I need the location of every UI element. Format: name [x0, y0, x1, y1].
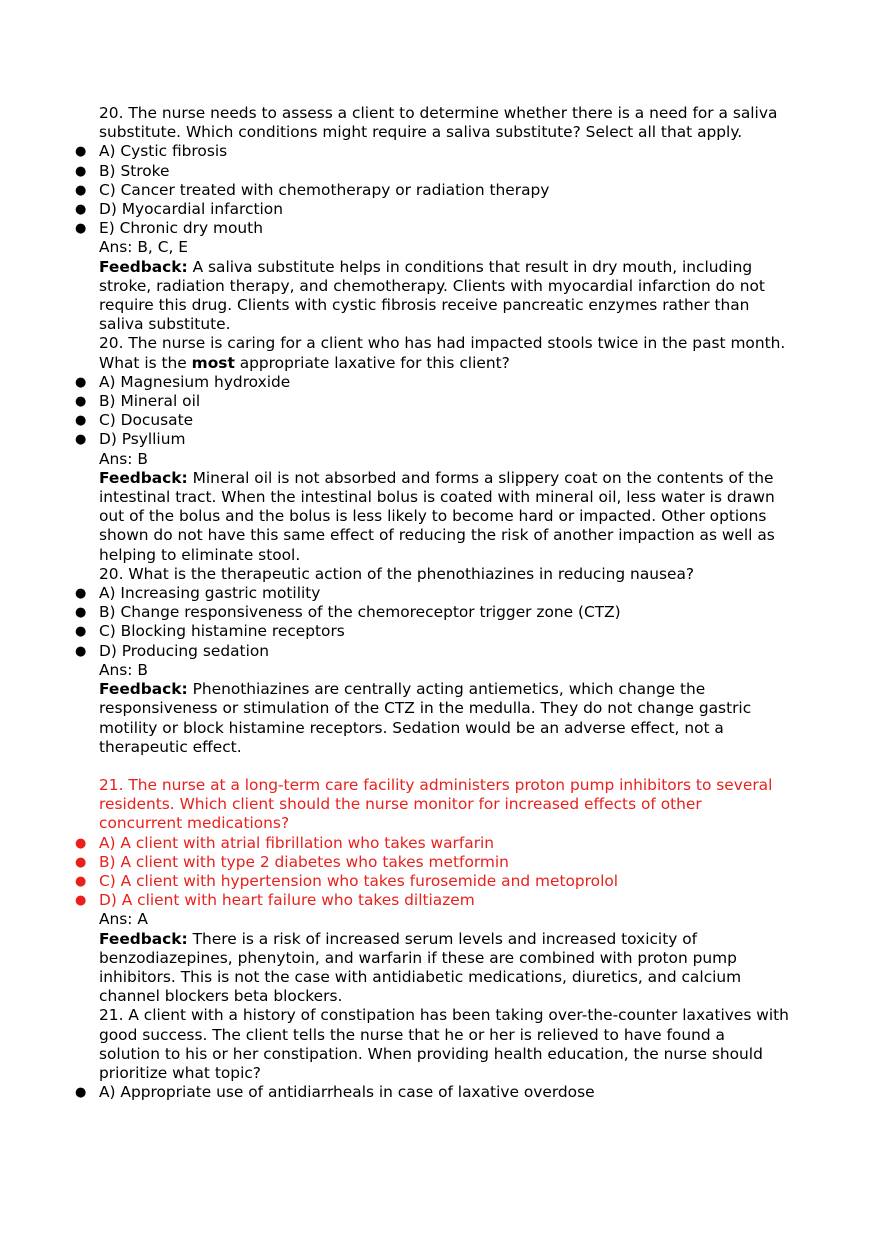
option-item [75, 411, 789, 430]
question-stem-part: appropriate laxative for this client? [234, 353, 510, 372]
feedback-paragraph [99, 469, 789, 565]
question-block [75, 1006, 789, 1102]
question-stem: 21. A client with a history of constipation has been taking over-the-counter laxatives with good success. The client tells the nurse that he or her is relieved to have found a solution to his or her constipation. When providing health education, the nurse should prioritize what topic? [99, 1006, 789, 1082]
bullet-icon: ● [75, 163, 87, 179]
feedback-text: Phenothiazines are centrally acting antiemetics, which change the responsiveness or stimulation of the CTZ in the medulla. They do not change gastric motility or block histamine receptors. Sedation would be an adverse effect, not a therapeutic effect. [99, 680, 752, 756]
option-item [75, 891, 789, 910]
option-label: A) Magnesium hydroxide [99, 372, 291, 391]
blank-line [99, 757, 789, 776]
feedback-label: Feedback: [99, 257, 188, 276]
option-label: B) Change responsiveness of the chemoreceptor trigger zone (CTZ) [99, 603, 621, 622]
question-block [75, 104, 789, 334]
question-stem-part: 20. The nurse is caring for a client who has had impacted stools twice in the past month. What is the [99, 334, 786, 372]
feedback-text: There is a risk of increased serum levels and increased toxicity of benzodiazepines, phenytoin, and warfarin if these are combined with proton pump inhibitors. This is not the case with antidiabetic medications, diuretics, and calcium channel blockers beta blockers. [99, 929, 742, 1006]
question-stem-emphasis: most [191, 353, 235, 372]
option-item [75, 641, 789, 661]
option-label: C) A client with hypertension who takes furosemide and metoprolol [99, 871, 619, 890]
answer-line: Ans: B, C, E [99, 238, 188, 257]
feedback-text: Mineral oil is not absorbed and forms a slippery coat on the contents of the intestinal tract. When the intestinal bolus is coated with mineral oil, less water is drawn out of the bolus and the bolus is less likely to become hard or impacted. Other options shown do not have this same effect of reducing the risk of another impaction as well as helping to eliminate stool. [99, 468, 775, 564]
option-list [75, 833, 789, 911]
feedback-label: Feedback: [99, 929, 188, 948]
bullet-icon: ● [75, 1085, 87, 1101]
feedback-label: Feedback: [99, 468, 188, 487]
answer-line: Ans: B [99, 660, 148, 679]
bullet-icon: ● [75, 374, 87, 390]
feedback-paragraph [99, 258, 789, 335]
option-list [75, 1083, 789, 1102]
option-label: D) A client with heart failure who takes diltiazem [99, 891, 475, 910]
feedback-text: A saliva substitute helps in conditions that result in dry mouth, including stroke, radiation therapy, and chemotherapy. Clients with myocardial infarction do not require this drug. Clients with cystic fibrosis receive pancreatic enzymes rather than saliva substitute. [99, 257, 765, 334]
option-item [75, 200, 789, 219]
document-content [75, 104, 789, 1102]
bullet-icon: ● [75, 202, 87, 218]
bullet-icon: ● [75, 854, 87, 870]
option-label: C) Cancer treated with chemotherapy or radiation therapy [99, 180, 550, 199]
option-item [75, 372, 789, 392]
bullet-icon: ● [75, 586, 87, 602]
bullet-icon: ● [75, 643, 87, 659]
option-label: A) Cystic fibrosis [99, 142, 228, 161]
option-item [75, 392, 789, 411]
bullet-icon: ● [75, 873, 87, 889]
option-item [75, 1083, 789, 1102]
option-label: D) Myocardial infarction [99, 200, 283, 219]
option-label: C) Docusate [99, 411, 194, 430]
bullet-icon: ● [75, 893, 87, 909]
option-label: D) Psyllium [99, 430, 186, 449]
answer-line: Ans: A [99, 910, 148, 929]
bullet-icon: ● [75, 221, 87, 237]
option-list [75, 584, 789, 661]
option-label: A) Appropriate use of antidiarrheals in case of laxative overdose [99, 1083, 595, 1102]
option-item [75, 142, 789, 161]
question-block [75, 334, 789, 564]
question-block [75, 775, 789, 1006]
bullet-icon: ● [75, 432, 87, 448]
option-label: D) Producing sedation [99, 641, 270, 660]
option-label: E) Chronic dry mouth [99, 219, 263, 238]
option-item [75, 833, 789, 853]
question-stem [99, 334, 789, 372]
question-stem: 21. The nurse at a long-term care facility administers proton pump inhibitors to several residents. Which client should the nurse monitor for increased effects of other concurrent medications? [99, 775, 773, 833]
option-item [75, 161, 789, 181]
option-label: B) Mineral oil [99, 392, 201, 411]
bullet-icon: ● [75, 413, 87, 429]
option-item [75, 584, 789, 603]
feedback-paragraph [99, 930, 789, 1007]
question-stem: 20. What is the therapeutic action of the phenothiazines in reducing nausea? [99, 564, 695, 583]
answer-line: Ans: B [99, 449, 148, 468]
option-item [75, 852, 789, 872]
question-stem: 20. The nurse needs to assess a client to determine whether there is a need for a saliva substitute. Which conditions might require a saliva substitute? Select all that apply. [99, 104, 778, 142]
option-label: B) A client with type 2 diabetes who takes metformin [99, 852, 509, 871]
bullet-icon: ● [75, 624, 87, 640]
option-item [75, 871, 789, 891]
option-label: A) Increasing gastric motility [99, 584, 321, 603]
bullet-icon: ● [75, 182, 87, 198]
bullet-icon: ● [75, 394, 87, 410]
option-list [75, 372, 789, 450]
feedback-paragraph [99, 680, 789, 757]
option-item [75, 622, 789, 641]
option-label: B) Stroke [99, 161, 170, 180]
option-label: C) Blocking histamine receptors [99, 622, 345, 641]
option-item [75, 603, 789, 622]
option-item [75, 430, 789, 449]
option-item [75, 180, 789, 200]
bullet-icon: ● [75, 144, 87, 160]
bullet-icon: ● [75, 835, 87, 851]
option-list [75, 142, 789, 238]
option-label: A) A client with atrial fibrillation who takes warfarin [99, 833, 495, 852]
bullet-icon: ● [75, 605, 87, 621]
option-item [75, 219, 789, 238]
feedback-label: Feedback: [99, 680, 188, 699]
question-block [75, 564, 789, 757]
